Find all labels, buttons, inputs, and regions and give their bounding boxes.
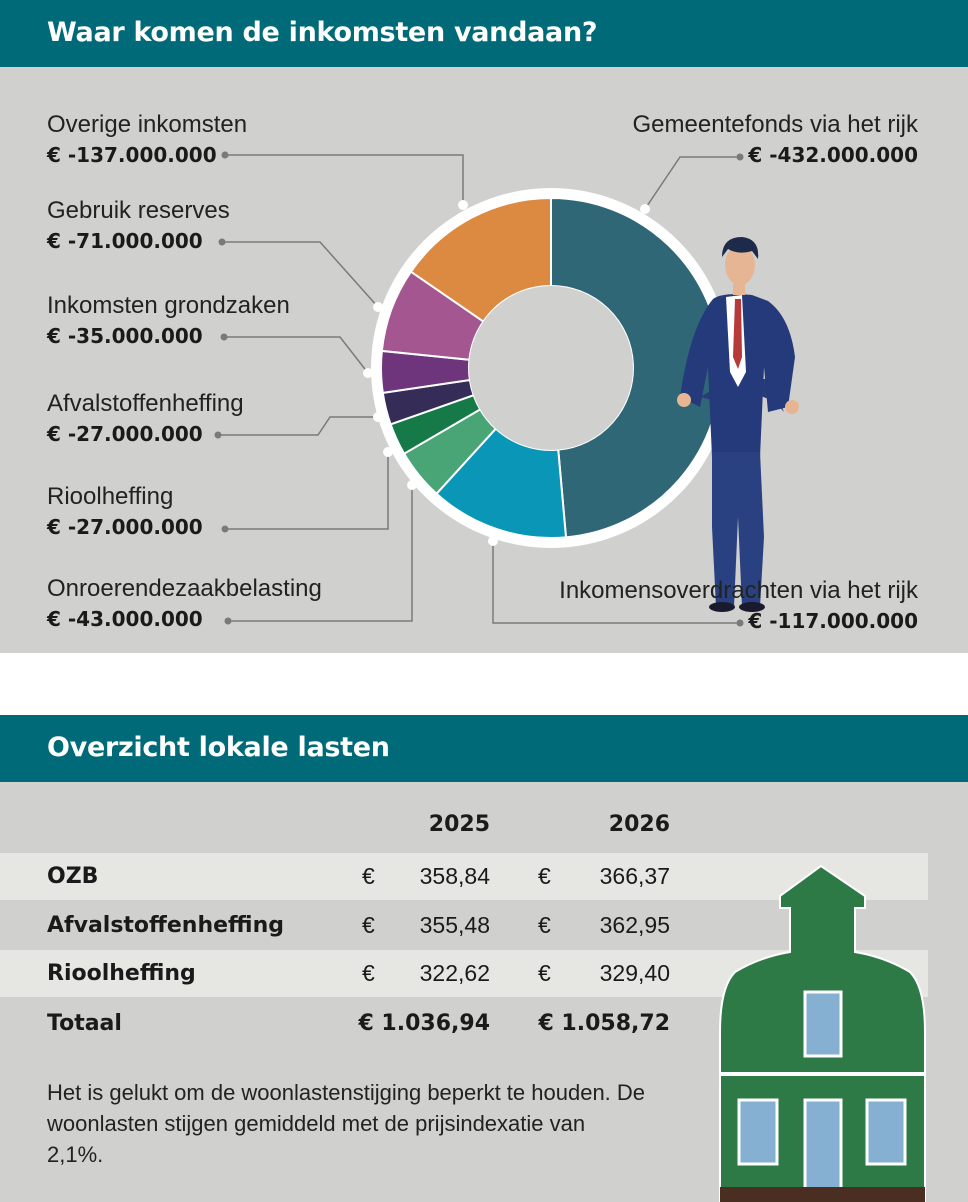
year-header-2025: 2025 (428, 812, 490, 837)
woonlasten-note: Het is gelukt om de woonlastenstijging beperkt te houden. De woonlasten stijgen gemiddeld met de prijsindexatie van 2,1%. (47, 1080, 646, 1167)
label-inkomensoverdrachten (559, 576, 918, 636)
section1-banner (0, 0, 968, 67)
leader-dot (363, 368, 373, 378)
label-onroerendezaakbelasting (47, 574, 322, 634)
currency-symbol: € (362, 912, 375, 938)
label-amount: € -137.000.000 (47, 143, 217, 167)
label-amount: € -43.000.000 (47, 607, 203, 631)
label-gebruik-reserves (47, 196, 230, 256)
label-amount: € -117.000.000 (748, 609, 918, 633)
section2-title: Overzicht lokale lasten (47, 732, 390, 763)
leader-dot (407, 480, 417, 490)
currency-symbol: € (362, 863, 375, 889)
value-2025: 355,48 (419, 912, 490, 938)
label-amount: € -71.000.000 (47, 229, 203, 253)
value-2026: 362,95 (599, 912, 670, 938)
row-name: Afvalstoffenheffing (47, 913, 284, 938)
leader-line-0 (225, 155, 463, 205)
leader-dot (222, 526, 229, 533)
label-name: Gemeentefonds via het rijk (632, 111, 918, 138)
label-name: Rioolheffing (47, 483, 174, 510)
label-amount: € -27.000.000 (47, 422, 203, 446)
row-name: Rioolheffing (47, 961, 196, 986)
value-2025: 358,84 (419, 863, 490, 889)
label-name: Onroerendezaakbelasting (47, 575, 322, 602)
value-2026: 366,37 (599, 863, 670, 889)
row-name: OZB (47, 864, 99, 889)
leader-dot (640, 204, 650, 214)
total-2026: € 1.058,72 (538, 1011, 670, 1036)
value-2026: 329,40 (599, 960, 670, 986)
label-name: Afvalstoffenheffing (47, 390, 244, 417)
total-2025: € 1.036,94 (358, 1011, 490, 1036)
currency-symbol: € (538, 960, 551, 986)
leader-dot (488, 536, 498, 546)
leader-line-4 (225, 452, 388, 529)
label-amount: € -27.000.000 (47, 515, 203, 539)
label-name: Overige inkomsten (47, 111, 248, 138)
house-illustration (715, 862, 930, 1202)
row-name: Totaal (47, 1011, 122, 1036)
label-name: Inkomsten grondzaken (47, 292, 290, 319)
leader-dot (383, 447, 393, 457)
leader-dot (373, 412, 383, 422)
label-amount: € -35.000.000 (47, 324, 203, 348)
year-header-2026: 2026 (608, 812, 670, 837)
label-overige-inkomsten (47, 110, 247, 170)
section1-title: Waar komen de inkomsten vandaan? (47, 17, 598, 48)
donut-hole (469, 286, 633, 450)
currency-symbol: € (538, 912, 551, 938)
label-afvalstoffenheffing (47, 389, 244, 449)
label-inkomsten-grondzaken (47, 291, 290, 351)
income-chart-panel (0, 67, 968, 653)
label-rioolheffing (47, 482, 203, 542)
label-amount: € -432.000.000 (748, 143, 918, 167)
currency-symbol: € (362, 960, 375, 986)
label-name: Inkomensoverdrachten via het rijk (559, 577, 918, 604)
currency-symbol: € (538, 863, 551, 889)
label-name: Gebruik reserves (47, 197, 230, 224)
value-2025: 322,62 (419, 960, 490, 986)
leader-dot (373, 302, 383, 312)
leader-dot (458, 200, 468, 210)
label-gemeentefonds (633, 110, 918, 170)
section2-banner (0, 715, 968, 782)
